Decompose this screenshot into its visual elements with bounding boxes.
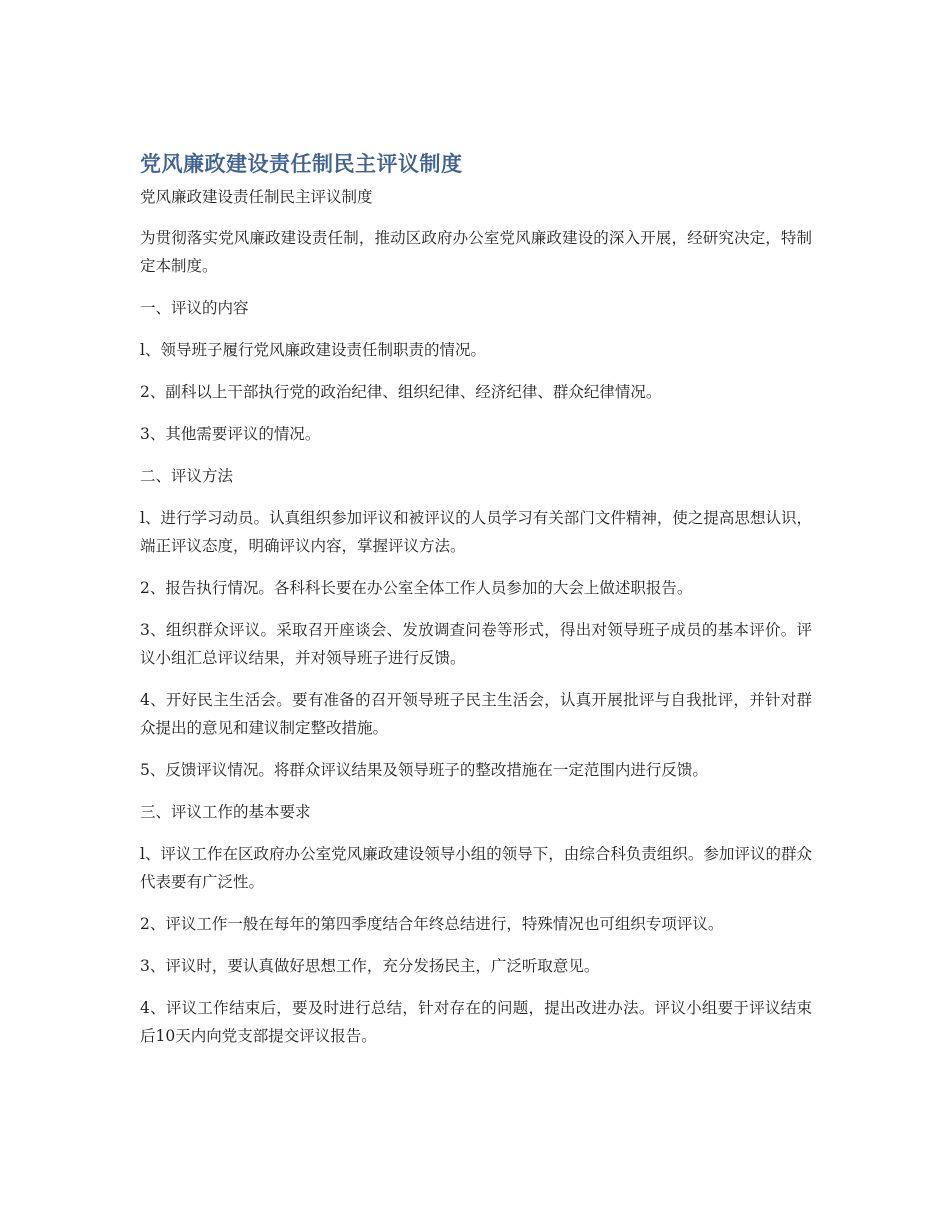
paragraph: l、领导班子履行党风廉政建设责任制职责的情况。 (140, 341, 486, 359)
section-heading-method: 二、评议方法 (140, 467, 234, 485)
paragraph: 4、评议工作结束后，要及时进行总结，针对存在的问题，提出改进办法。评议小组要于评议结束后10天内向党支部提交评议报告。 (140, 999, 812, 1045)
section-heading-requirements: 三、评议工作的基本要求 (140, 803, 311, 821)
document-subtitle: 党风廉政建设责任制民主评议制度 (140, 188, 373, 206)
paragraph: 2、评议工作一般在每年的第四季度结合年终总结进行，特殊情况也可组织专项评议。 (140, 915, 724, 933)
paragraph: 3、其他需要评议的情况。 (140, 425, 321, 443)
paragraph: l、进行学习动员。认真组织参加评议和被评议的人员学习有关部门文件精神，使之提高思想认识，端正评议态度，明确评议内容，掌握评议方法。 (140, 509, 812, 555)
paragraph: 4、开好民主生活会。要有准备的召开领导班子民主生活会，认真开展批评与自我批评，并针对群众提出的意见和建议制定整改措施。 (140, 691, 812, 737)
section-heading-content: 一、评议的内容 (140, 299, 249, 317)
paragraph: 5、反馈评议情况。将群众评议结果及领导班子的整改措施在一定范围内进行反馈。 (140, 761, 708, 779)
paragraph: 2、报告执行情况。各科科长要在办公室全体工作人员参加的大会上做述职报告。 (140, 579, 693, 597)
intro-paragraph: 为贯彻落实党风廉政建设责任制，推动区政府办公室党风廉政建设的深入开展，经研究决定，特制定本制度。 (140, 229, 812, 275)
paragraph: 3、评议时，要认真做好思想工作，充分发扬民主，广泛听取意见。 (140, 957, 600, 975)
paragraph: 3、组织群众评议。采取召开座谈会、发放调查问卷等形式，得出对领导班子成员的基本评价。评议小组汇总评议结果，并对领导班子进行反馈。 (140, 621, 812, 667)
paragraph: l、评议工作在区政府办公室党风廉政建设领导小组的领导下，由综合科负责组织。参加评议的群众代表要有广泛性。 (140, 845, 812, 891)
document-page (140, 148, 812, 1064)
paragraph: 2、副科以上干部执行党的政治纪律、组织纪律、经济纪律、群众纪律情况。 (140, 383, 662, 401)
document-title: 党风廉政建设责任制民主评议制度 (140, 152, 463, 176)
